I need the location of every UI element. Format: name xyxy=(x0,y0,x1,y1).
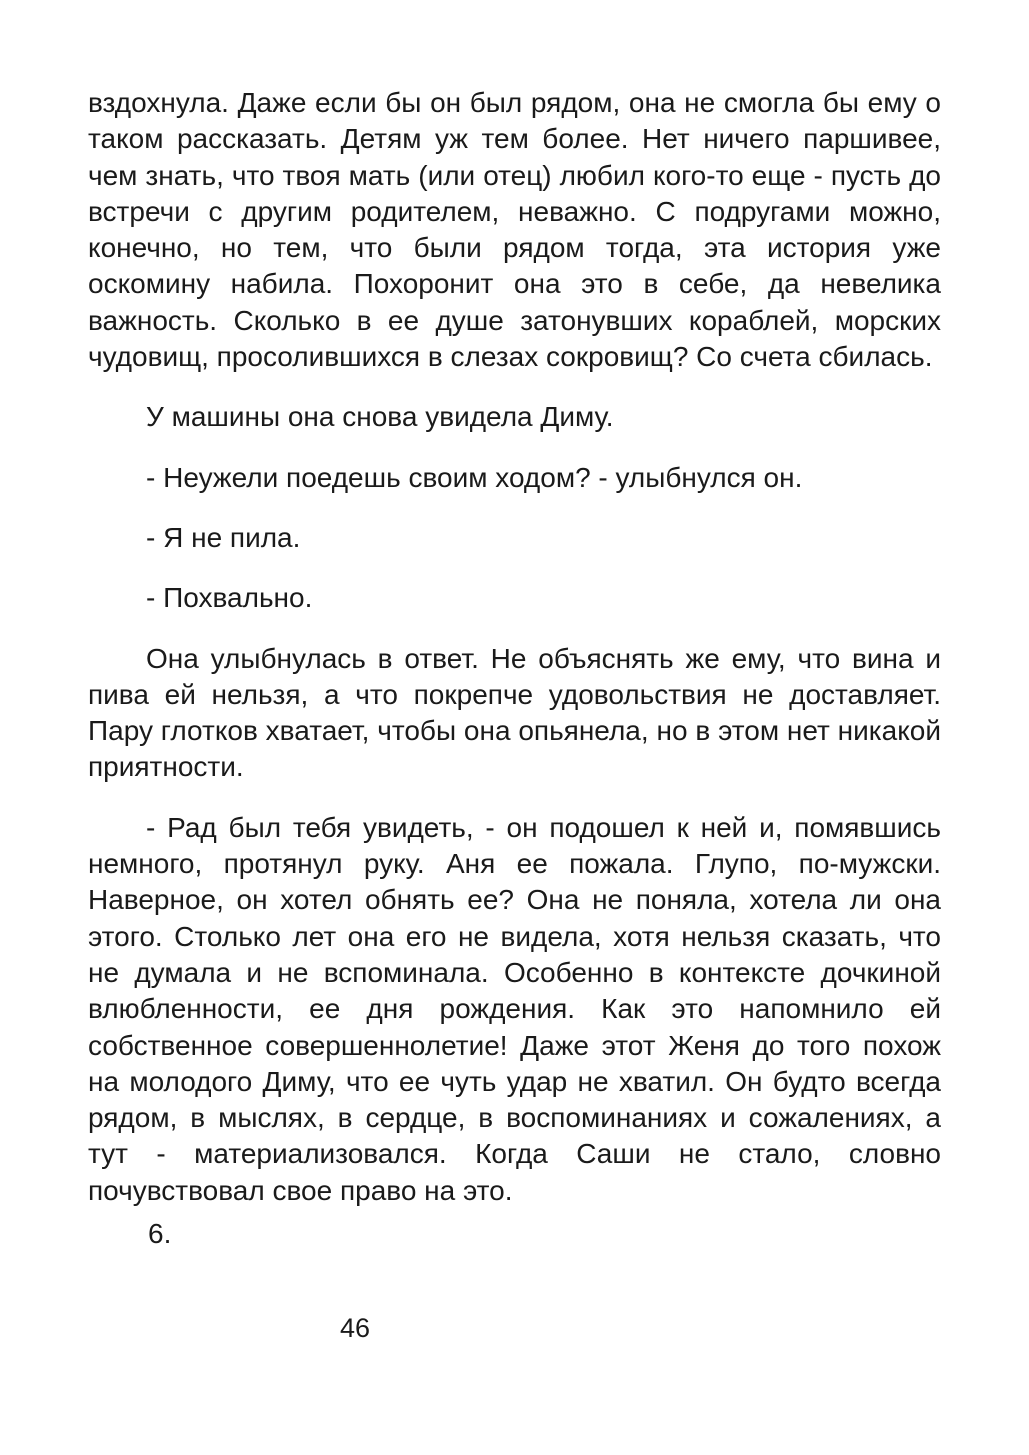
text-block xyxy=(88,85,941,1209)
paragraph: У машины она снова увидела Диму. xyxy=(146,401,614,433)
paragraph: - Рад был тебя увидеть, - он подошел к ней и, помявшись немного, протянул руку. Аня ее пожала. Глупо, по-мужски. Наверное, он хотел обнять ее? Она не поняла, хотела ли она этого. Столько лет она его не видела, хотя нельзя сказать, что не думала и не вспоминала. Особенно в контексте дочкиной влюбленности, ее дня рождения. Как это напомнило ей собственное совершеннолетие! Даже этот Женя до того похож на молодого Диму, что ее чуть удар не хватил. Он будто всегда рядом, в мыслях, в сердце, в воспоминаниях и сожалениях, а тут - материализовался. Когда Саши не стало, словно почувствовал свое право на это. xyxy=(88,811,941,1206)
paragraph-continuation: вздохнула. Даже если бы он был рядом, она не смогла бы ему о таком рассказать. Детям уж тем более. Нет ничего паршивее, чем знать, что твоя мать (или отец) любил кого-то еще - пусть до встречи с другим родителем, неважно. С подругами можно, конечно, но тем, что были рядом тогда, эта история уже оскомину набила. Похоронит она это в себе, да невелика важность. Сколько в ее душе затонувших кораблей, морских чудовищ, просолившихся в слезах сокровищ? Со счета сбилась. xyxy=(88,87,941,373)
section-heading: 6. xyxy=(148,1218,172,1249)
page-number: 46 xyxy=(340,1313,371,1343)
dialog-line: - Неужели поедешь своим ходом? - улыбнулся он. xyxy=(146,461,803,493)
dialog-line: - Я не пила. xyxy=(146,521,301,553)
paragraph: Она улыбнулась в ответ. Не объяснять же ему, что вина и пива ей нельзя, а что покрепче удовольствия не доставляет. Пару глотков хватает, чтобы она опьянела, но в этом нет никакой приятности. xyxy=(88,642,941,783)
dialog-line: - Похвально. xyxy=(146,582,313,614)
